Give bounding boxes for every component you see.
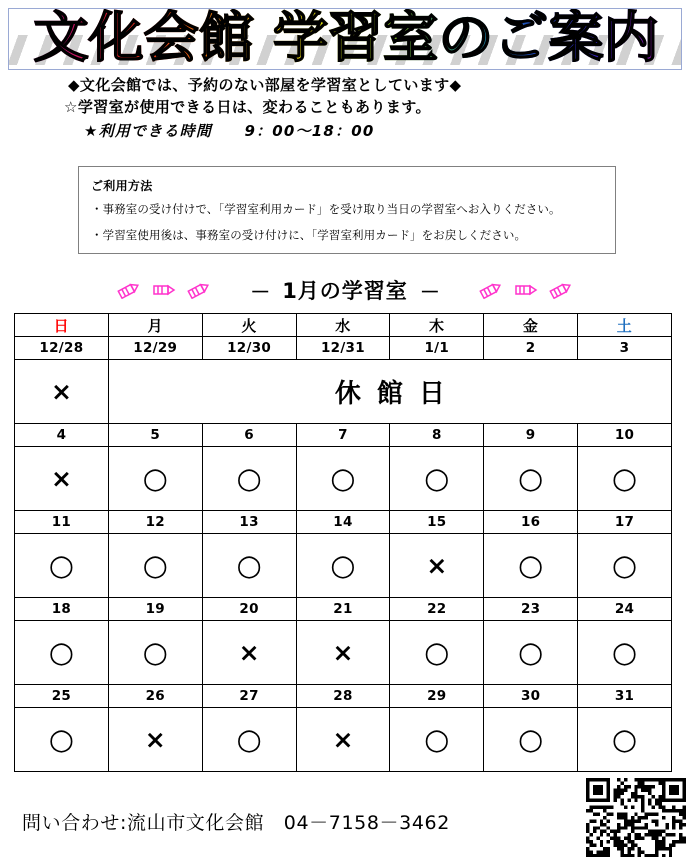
mark-cell-4-5	[484, 708, 578, 772]
pencil-icon	[513, 281, 539, 299]
mark-cell-3-3	[296, 621, 390, 685]
calendar-date-row	[15, 685, 672, 708]
date-cell-0-6: 3	[578, 337, 672, 360]
open-mark-icon: ○	[611, 722, 638, 756]
date-cell-1-5: 9	[484, 424, 578, 447]
date-cell-1-0: 4	[15, 424, 109, 447]
closed-days-banner: 休館日	[108, 360, 671, 424]
date-cell-1-1: 5	[108, 424, 202, 447]
mark-cell-3-6	[578, 621, 672, 685]
mark-cell-2-2	[202, 534, 296, 598]
open-mark-icon: ○	[517, 722, 544, 756]
closed-mark-icon: ×	[426, 551, 448, 580]
calendar-mark-row	[15, 708, 672, 772]
date-cell-0-2: 12/30	[202, 337, 296, 360]
pencil-icon	[116, 281, 142, 299]
subtitle-line-2: ☆学習室が使用できる日は、変わることもあります。	[64, 98, 431, 116]
date-cell-2-0: 11	[15, 511, 109, 534]
usage-info-box	[78, 166, 616, 254]
mark-cell-1-4	[390, 447, 484, 511]
calendar-mark-row	[15, 447, 672, 511]
open-mark-icon: ○	[48, 635, 75, 669]
open-mark-icon: ○	[611, 461, 638, 495]
date-cell-4-5: 30	[484, 685, 578, 708]
pencil-decoration-right	[478, 281, 574, 299]
calendar-date-row	[15, 511, 672, 534]
mark-cell-4-2	[202, 708, 296, 772]
date-cell-0-1: 12/29	[108, 337, 202, 360]
open-mark-icon: ○	[48, 548, 75, 582]
date-cell-4-1: 26	[108, 685, 202, 708]
calendar-mark-row	[15, 621, 672, 685]
closed-mark-icon: ×	[332, 638, 354, 667]
pencil-icon	[151, 281, 177, 299]
month-dash-right: －	[419, 279, 440, 304]
date-cell-4-0: 25	[15, 685, 109, 708]
pencil-icon	[548, 281, 574, 299]
mark-cell-1-3	[296, 447, 390, 511]
mark-cell-2-3	[296, 534, 390, 598]
mark-cell-2-4	[390, 534, 484, 598]
open-mark-icon: ○	[48, 722, 75, 756]
open-mark-icon: ○	[236, 548, 262, 582]
date-cell-4-2: 27	[202, 685, 296, 708]
mark-cell-1-0	[15, 447, 109, 511]
mark-cell-1-5	[484, 447, 578, 511]
date-cell-4-3: 28	[296, 685, 390, 708]
day-header-1: 月	[108, 314, 202, 337]
open-mark-icon: ○	[517, 461, 544, 495]
mark-cell-4-0	[15, 708, 109, 772]
day-header-4: 木	[390, 314, 484, 337]
subtitle-line-1: ◆文化会館では、予約のない部屋を学習室としています◆	[68, 76, 462, 94]
mark-cell-3-0	[15, 621, 109, 685]
mark-cell-2-0	[15, 534, 109, 598]
date-cell-1-4: 8	[390, 424, 484, 447]
calendar-mark-row	[15, 534, 672, 598]
date-cell-0-0: 12/28	[15, 337, 109, 360]
mark-cell-1-2	[202, 447, 296, 511]
mark-cell-2-6	[578, 534, 672, 598]
pencil-icon	[478, 281, 504, 299]
closed-mark-icon: ×	[332, 725, 354, 754]
calendar-date-row	[15, 424, 672, 447]
open-mark-icon: ○	[611, 635, 638, 669]
pencil-icon	[186, 281, 212, 299]
open-mark-icon: ○	[330, 548, 356, 582]
date-cell-3-2: 20	[202, 598, 296, 621]
date-cell-2-3: 14	[296, 511, 390, 534]
date-cell-2-6: 17	[578, 511, 672, 534]
pencil-decoration-left	[116, 281, 212, 299]
usage-info-item-2: ・学習室使用後は、事務室の受け付けに、「学習室利用カード」をお戻しください。	[91, 228, 527, 242]
open-mark-icon: ○	[424, 635, 450, 669]
open-mark-icon: ○	[611, 548, 638, 582]
date-cell-3-5: 23	[484, 598, 578, 621]
calendar-header-row	[15, 314, 672, 337]
month-title: 1月の学習室	[282, 279, 408, 303]
open-mark-icon: ○	[236, 461, 262, 495]
usage-info-item-1: ・事務室の受け付けで、「学習室利用カード」を受け取り当日の学習室へお入りください。	[91, 202, 561, 216]
date-cell-3-4: 22	[390, 598, 484, 621]
title-banner	[8, 8, 682, 70]
open-mark-icon: ○	[236, 722, 262, 756]
mark-cell-4-3	[296, 708, 390, 772]
open-mark-icon: ○	[517, 548, 544, 582]
date-cell-3-3: 21	[296, 598, 390, 621]
mark-cell-3-2	[202, 621, 296, 685]
date-cell-0-4: 1/1	[390, 337, 484, 360]
month-dash-left: －	[250, 279, 271, 304]
date-cell-2-2: 13	[202, 511, 296, 534]
date-cell-3-0: 18	[15, 598, 109, 621]
day-header-6: 土	[578, 314, 672, 337]
mark-cell-4-6	[578, 708, 672, 772]
date-cell-2-5: 16	[484, 511, 578, 534]
open-mark-icon: ○	[330, 461, 356, 495]
mark-cell-2-1	[108, 534, 202, 598]
mark-cell-1-1	[108, 447, 202, 511]
date-cell-2-4: 15	[390, 511, 484, 534]
calendar-mark-row	[15, 360, 672, 424]
calendar-date-row	[15, 337, 672, 360]
mark-cell-4-1	[108, 708, 202, 772]
mark-cell-2-5	[484, 534, 578, 598]
usage-info-heading: ご利用方法	[91, 179, 153, 193]
date-cell-1-3: 7	[296, 424, 390, 447]
mark-cell-3-5	[484, 621, 578, 685]
date-cell-3-6: 24	[578, 598, 672, 621]
closed-mark-icon: ×	[144, 725, 166, 754]
closed-mark-icon: ×	[50, 377, 72, 406]
open-mark-icon: ○	[424, 722, 450, 756]
day-header-3: 水	[296, 314, 390, 337]
qr-code	[586, 778, 686, 857]
date-cell-4-4: 29	[390, 685, 484, 708]
mark-cell-3-1	[108, 621, 202, 685]
date-cell-0-5: 2	[484, 337, 578, 360]
date-cell-1-6: 10	[578, 424, 672, 447]
closed-mark-icon: ×	[238, 638, 260, 667]
date-cell-1-2: 6	[202, 424, 296, 447]
month-header	[0, 272, 690, 308]
mark-cell-3-4	[390, 621, 484, 685]
day-header-0: 日	[15, 314, 109, 337]
open-mark-icon: ○	[142, 635, 168, 669]
date-cell-3-1: 19	[108, 598, 202, 621]
date-cell-4-6: 31	[578, 685, 672, 708]
open-mark-icon: ○	[142, 461, 168, 495]
day-header-5: 金	[484, 314, 578, 337]
qr-code-image	[586, 778, 686, 857]
study-room-calendar	[14, 313, 672, 772]
day-header-2: 火	[202, 314, 296, 337]
open-mark-icon: ○	[517, 635, 544, 669]
page-title: 文化会館 学習室のご案内	[8, 8, 682, 70]
subtitle-block	[0, 74, 690, 144]
subtitle-line-3: ★利用できる時間 9：00～18：00	[84, 122, 375, 140]
date-cell-2-1: 12	[108, 511, 202, 534]
closed-mark-icon: ×	[50, 464, 72, 493]
mark-cell-4-4	[390, 708, 484, 772]
mark-cell-1-6	[578, 447, 672, 511]
open-mark-icon: ○	[424, 461, 450, 495]
contact-footer: 問い合わせ:流山市文化会館 04－7158－3462	[22, 812, 450, 834]
open-mark-icon: ○	[142, 548, 168, 582]
calendar-date-row	[15, 598, 672, 621]
date-cell-0-3: 12/31	[296, 337, 390, 360]
mark-cell-0-0	[15, 360, 109, 424]
